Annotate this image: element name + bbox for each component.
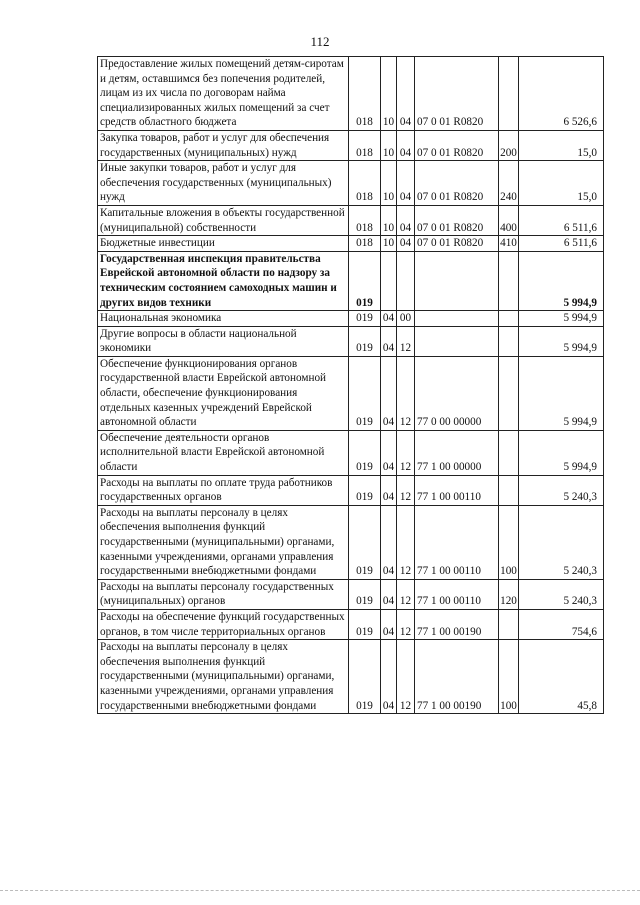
amount-cell <box>519 236 604 252</box>
subsection-code: 04 <box>399 116 412 129</box>
budget-table-body <box>98 57 604 714</box>
subsection-code: 12 <box>399 461 412 474</box>
subsection-code-cell <box>397 326 415 356</box>
subsection-code-cell <box>397 579 415 609</box>
target-article-code-cell <box>415 251 499 310</box>
target-article-code: 07 0 01 R0820 <box>417 191 484 204</box>
section-code-cell <box>381 356 397 430</box>
section-code: 10 <box>382 191 395 204</box>
expense-type-code: 100 <box>500 565 517 578</box>
amount-cell <box>519 311 604 327</box>
admin-code-cell <box>349 430 381 475</box>
row-name-cell <box>98 161 349 206</box>
row-name: Предоставление жилых помещений детям-сиротам и детям, оставшимся без попечения родителей, лицам из их числа по договорам найма специализированных жилых помещений за счет средств областного бюджета <box>100 58 344 129</box>
expense-type-code-cell <box>499 311 519 327</box>
admin-code-cell <box>349 130 381 160</box>
section-code-cell <box>381 579 397 609</box>
target-article-code: 07 0 01 R0820 <box>417 237 484 250</box>
admin-code: 019 <box>356 491 373 504</box>
section-code-cell <box>381 57 397 131</box>
section-code: 04 <box>382 312 395 325</box>
amount-cell <box>519 251 604 310</box>
subsection-code: 12 <box>399 491 412 504</box>
row-name: Закупка товаров, работ и услуг для обеспечения государственных (муниципальных) нужд <box>100 131 330 159</box>
row-name: Государственная инспекция правительства Еврейской автономной области по надзору за техническим состоянием самоходных машин и других видов техники <box>100 252 337 309</box>
target-article-code: 07 0 01 R0820 <box>417 116 484 129</box>
admin-code: 018 <box>356 116 373 129</box>
section-code-cell <box>381 475 397 505</box>
amount-cell <box>519 161 604 206</box>
table-row <box>98 236 604 252</box>
section-code-cell <box>381 161 397 206</box>
row-name: Обеспечение деятельности органов исполнительной власти Еврейской автономной области <box>100 431 325 474</box>
section-code-cell <box>381 326 397 356</box>
target-article-code: 77 1 00 00110 <box>417 595 481 608</box>
amount-cell <box>519 57 604 131</box>
admin-code-cell <box>349 475 381 505</box>
expense-type-code: 400 <box>500 221 517 234</box>
subsection-code: 12 <box>399 342 412 355</box>
section-code: 04 <box>382 595 395 608</box>
admin-code-cell <box>349 579 381 609</box>
row-name-cell <box>98 505 349 579</box>
row-name: Расходы на выплаты по оплате труда работников государственных органов <box>100 476 333 504</box>
target-article-code: 77 1 00 00190 <box>417 625 482 638</box>
admin-code-cell <box>349 251 381 310</box>
subsection-code-cell <box>397 161 415 206</box>
admin-code: 019 <box>356 625 373 638</box>
subsection-code: 04 <box>399 191 412 204</box>
subsection-code: 12 <box>399 416 412 429</box>
row-name-cell <box>98 579 349 609</box>
section-code-cell <box>381 311 397 327</box>
expense-type-code: 120 <box>500 595 517 608</box>
target-article-code-cell <box>415 205 499 235</box>
subsection-code-cell <box>397 609 415 639</box>
target-article-code-cell <box>415 356 499 430</box>
target-article-code-cell <box>415 505 499 579</box>
subsection-code: 00 <box>399 312 412 325</box>
expense-type-code-cell <box>499 205 519 235</box>
table-row <box>98 311 604 327</box>
row-name: Другие вопросы в области национальной экономики <box>100 327 297 355</box>
page-number: 112 <box>310 34 330 49</box>
row-name-cell <box>98 130 349 160</box>
table-row <box>98 475 604 505</box>
table-row <box>98 251 604 310</box>
expense-type-code-cell <box>499 475 519 505</box>
section-code: 10 <box>382 146 395 159</box>
table-row <box>98 609 604 639</box>
admin-code: 019 <box>356 699 373 712</box>
admin-code-cell <box>349 326 381 356</box>
expense-type-code-cell <box>499 609 519 639</box>
row-name: Капитальные вложения в объекты государственной (муниципальной) собственности <box>100 206 345 234</box>
target-article-code: 77 1 00 00110 <box>417 565 481 578</box>
amount: 5 994,9 <box>563 312 597 325</box>
amount: 754,6 <box>571 625 597 638</box>
row-name: Расходы на выплаты персоналу государственных (муниципальных) органов <box>100 580 334 608</box>
admin-code: 019 <box>356 342 373 355</box>
amount: 5 994,9 <box>563 461 597 474</box>
expense-type-code-cell <box>499 236 519 252</box>
subsection-code-cell <box>397 130 415 160</box>
row-name-cell <box>98 205 349 235</box>
target-article-code: 77 1 00 00110 <box>417 491 481 504</box>
row-name-cell <box>98 430 349 475</box>
expense-type-code-cell <box>499 505 519 579</box>
subsection-code-cell <box>397 251 415 310</box>
admin-code: 018 <box>356 191 373 204</box>
amount: 5 994,9 <box>563 342 597 355</box>
admin-code: 019 <box>356 565 373 578</box>
section-code: 04 <box>382 461 395 474</box>
expense-type-code-cell <box>499 130 519 160</box>
target-article-code: 77 1 00 00190 <box>417 699 482 712</box>
amount: 5 240,3 <box>563 565 597 578</box>
table-row <box>98 161 604 206</box>
amount-cell <box>519 356 604 430</box>
section-code: 10 <box>382 221 395 234</box>
row-name-cell <box>98 356 349 430</box>
expense-type-code: 240 <box>500 191 517 204</box>
subsection-code-cell <box>397 57 415 131</box>
scan-edge-divider <box>0 890 640 892</box>
table-row <box>98 430 604 475</box>
admin-code-cell <box>349 356 381 430</box>
amount-cell <box>519 475 604 505</box>
expense-type-code-cell <box>499 579 519 609</box>
admin-code-cell <box>349 609 381 639</box>
admin-code: 019 <box>356 461 373 474</box>
row-name-cell <box>98 57 349 131</box>
row-name: Расходы на обеспечение функций государственных органов, в том числе территориальных органов <box>100 610 345 638</box>
admin-code-cell <box>349 640 381 714</box>
admin-code-cell <box>349 505 381 579</box>
admin-code: 018 <box>356 237 373 250</box>
subsection-code-cell <box>397 236 415 252</box>
expense-type-code-cell <box>499 251 519 310</box>
row-name: Бюджетные инвестиции <box>100 237 215 250</box>
section-code-cell <box>381 236 397 252</box>
admin-code-cell <box>349 57 381 131</box>
target-article-code-cell <box>415 130 499 160</box>
section-code-cell <box>381 251 397 310</box>
target-article-code: 07 0 01 R0820 <box>417 146 484 159</box>
amount-cell <box>519 640 604 714</box>
target-article-code-cell <box>415 430 499 475</box>
subsection-code-cell <box>397 475 415 505</box>
amount: 5 240,3 <box>563 595 597 608</box>
subsection-code: 04 <box>399 146 412 159</box>
target-article-code-cell <box>415 640 499 714</box>
row-name: Расходы на выплаты персоналу в целях обеспечения выполнения функций государственными (муниципальными) органами, казенными учреждениями, органами управления государственными внебюджетными фондами <box>100 641 335 712</box>
expense-type-code-cell <box>499 57 519 131</box>
target-article-code-cell <box>415 57 499 131</box>
row-name: Обеспечение функционирования органов государственной власти Еврейской автономной области, обеспечение функционирования отдельных казенных учреждений Еврейской автономной области <box>100 357 327 429</box>
target-article-code: 77 1 00 00000 <box>417 461 482 474</box>
table-row <box>98 326 604 356</box>
row-name-cell <box>98 609 349 639</box>
amount: 6 526,6 <box>563 116 597 129</box>
admin-code-cell <box>349 311 381 327</box>
section-code: 04 <box>382 565 395 578</box>
admin-code: 019 <box>356 416 373 429</box>
expense-type-code: 410 <box>500 237 517 250</box>
section-code: 04 <box>382 625 395 638</box>
expense-type-code: 100 <box>500 699 517 712</box>
subsection-code: 12 <box>399 699 412 712</box>
amount-cell <box>519 326 604 356</box>
table-row <box>98 57 604 131</box>
amount: 6 511,6 <box>563 237 597 250</box>
subsection-code: 12 <box>399 565 412 578</box>
expense-type-code-cell <box>499 161 519 206</box>
amount-cell <box>519 505 604 579</box>
row-name-cell <box>98 640 349 714</box>
section-code: 10 <box>382 237 395 250</box>
admin-code: 019 <box>356 296 373 309</box>
subsection-code-cell <box>397 356 415 430</box>
row-name-cell <box>98 311 349 327</box>
amount: 45,8 <box>577 699 597 712</box>
target-article-code: 07 0 01 R0820 <box>417 221 484 234</box>
table-row <box>98 130 604 160</box>
amount: 6 511,6 <box>563 221 597 234</box>
expense-type-code-cell <box>499 430 519 475</box>
section-code: 04 <box>382 342 395 355</box>
row-name-cell <box>98 236 349 252</box>
row-name-cell <box>98 251 349 310</box>
amount: 5 240,3 <box>563 491 597 504</box>
section-code: 04 <box>382 491 395 504</box>
subsection-code: 12 <box>399 595 412 608</box>
subsection-code: 04 <box>399 237 412 250</box>
row-name: Национальная экономика <box>100 312 222 325</box>
admin-code: 018 <box>356 221 373 234</box>
row-name-cell <box>98 475 349 505</box>
subsection-code-cell <box>397 430 415 475</box>
admin-code-cell <box>349 236 381 252</box>
section-code-cell <box>381 505 397 579</box>
table-row <box>98 356 604 430</box>
table-row <box>98 579 604 609</box>
admin-code-cell <box>349 205 381 235</box>
table-row <box>98 505 604 579</box>
target-article-code-cell <box>415 579 499 609</box>
admin-code-cell <box>349 161 381 206</box>
table-row <box>98 205 604 235</box>
expense-type-code-cell <box>499 640 519 714</box>
section-code-cell <box>381 430 397 475</box>
target-article-code: 77 0 00 00000 <box>417 416 482 429</box>
admin-code: 019 <box>356 312 373 325</box>
expense-type-code-cell <box>499 326 519 356</box>
subsection-code-cell <box>397 311 415 327</box>
amount: 5 994,9 <box>563 416 597 429</box>
subsection-code: 04 <box>399 221 412 234</box>
amount: 15,0 <box>577 146 597 159</box>
subsection-code-cell <box>397 505 415 579</box>
section-code-cell <box>381 205 397 235</box>
target-article-code-cell <box>415 475 499 505</box>
budget-table <box>97 56 604 714</box>
target-article-code-cell <box>415 236 499 252</box>
section-code-cell <box>381 609 397 639</box>
expense-type-code: 200 <box>500 146 517 159</box>
expense-type-code-cell <box>499 356 519 430</box>
section-code: 04 <box>382 416 395 429</box>
amount-cell <box>519 205 604 235</box>
section-code: 04 <box>382 699 395 712</box>
subsection-code-cell <box>397 640 415 714</box>
amount-cell <box>519 430 604 475</box>
amount: 5 994,9 <box>563 296 597 309</box>
target-article-code-cell <box>415 161 499 206</box>
amount-cell <box>519 609 604 639</box>
row-name-cell <box>98 326 349 356</box>
row-name: Расходы на выплаты персоналу в целях обеспечения выполнения функций государственными (муниципальными) органами, казенными учреждениями, органами управления государственными внебюджетными фондами <box>100 506 335 578</box>
table-row <box>98 640 604 714</box>
admin-code: 018 <box>356 146 373 159</box>
amount-cell <box>519 130 604 160</box>
target-article-code-cell <box>415 311 499 327</box>
row-name: Иные закупки товаров, работ и услуг для обеспечения государственных (муниципальных) нужд <box>100 162 332 204</box>
target-article-code-cell <box>415 609 499 639</box>
admin-code: 019 <box>356 595 373 608</box>
section-code: 10 <box>382 116 395 129</box>
subsection-code: 12 <box>399 625 412 638</box>
section-code-cell <box>381 130 397 160</box>
amount: 15,0 <box>577 191 597 204</box>
target-article-code-cell <box>415 326 499 356</box>
section-code-cell <box>381 640 397 714</box>
amount-cell <box>519 579 604 609</box>
subsection-code-cell <box>397 205 415 235</box>
